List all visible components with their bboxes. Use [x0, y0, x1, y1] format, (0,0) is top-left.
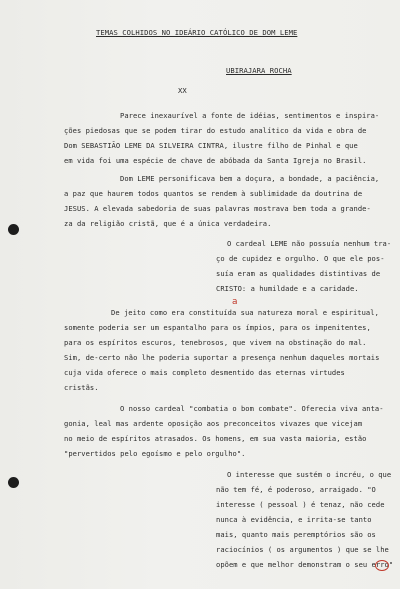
paragraph-line: Parece inexaurível a fonte de idéias, sentimentos e inspira- [120, 111, 380, 120]
paragraph-line: suía eram as qualidades distintivas de [216, 269, 381, 278]
red-ink-mark [375, 560, 389, 571]
paragraph-line: CRISTO: a humildade e a caridade. [216, 284, 359, 293]
binder-hole-top [8, 224, 19, 235]
paragraph-line: "pervertidos pelo egoísmo e pelo orgulho". [64, 449, 246, 458]
paragraph-line: em vida foi uma espécie de chave de abóbada da Santa Igreja no Brasil. [64, 156, 367, 165]
paragraph-line: O nosso cardeal "combatia o bom combate". Oferecia viva anta- [120, 404, 384, 413]
paragraph-line: Dom LEME personificava bem a doçura, a bondade, a paciência, [120, 174, 380, 183]
section-number: XX [178, 86, 187, 95]
paragraph-line: nunca à evidência, e irrita-se tanto [216, 515, 372, 524]
paragraph-line: gonia, leal mas ardente oposição aos preconceitos vivazes que vicejam [64, 419, 363, 428]
paragraph-line: para os espíritos escuros, tenebrosos, que vivem na obstinação do mal. [64, 338, 367, 347]
handwritten-correction: a [232, 297, 238, 307]
paragraph-line: somente poderia ser um espantalho para os ímpios, para os impenitentes, [64, 323, 371, 332]
paragraph-line: za da religião cristã, que é a única verdadeira. [64, 219, 272, 228]
paragraph-line: Sim, de-certo não lhe poderia suportar a presença nenhum daqueles mortais [64, 353, 380, 362]
paragraph-line: De jeito como era constituída sua natureza moral e espiritual, [111, 308, 379, 317]
paragraph-line: não tem fé, é poderoso, arraigado. "O [216, 485, 376, 494]
paragraph-line: O interesse que sustém o incréu, o que [227, 470, 392, 479]
paragraph-line: a paz que haurem todos quantos se rendem à sublimidade da doutrina de [64, 189, 363, 198]
document-title: TEMAS COLHIDOS NO IDEÁRIO CATÓLICO DE DOM LEME [96, 28, 298, 37]
paragraph-line: interesse ( pessoal ) é tenaz, não cede [216, 500, 385, 509]
paragraph-line: cuja vida oferece o mais completo desmentido das eternas virtudes [64, 368, 345, 377]
paragraph-line: opõem e que melhor demonstram o seu erro" [216, 560, 394, 569]
paragraph-line: ço de cupidez e orgulho. O que ele pos- [216, 254, 385, 263]
paragraph-line: Dom SEBASTIÃO LEME DA SILVEIRA CINTRA, ilustre filho de Pinhal e que [64, 141, 358, 150]
paragraph-line: mais, quanto mais peremptórios são os [216, 530, 376, 539]
paragraph-line: ções piedosas que se podem tirar do estudo analítico da vida e obra de [64, 126, 367, 135]
paragraph-line: no meio de espíritos atrasados. Os homens, em sua vasta maioria, estão [64, 434, 367, 443]
paragraph-line: cristãs. [64, 383, 99, 392]
binder-hole-bottom [8, 477, 19, 488]
paragraph-line: raciocínios ( os argumentos ) que se lhe [216, 545, 389, 554]
paragraph-line: JESUS. A elevada sabedoria de suas palavras mostrava bem toda a grande- [64, 204, 371, 213]
paragraph-line: O cardeal LEME não possuía nenhum tra- [227, 239, 392, 248]
document-author: UBIRAJARA ROCHA [226, 66, 292, 75]
